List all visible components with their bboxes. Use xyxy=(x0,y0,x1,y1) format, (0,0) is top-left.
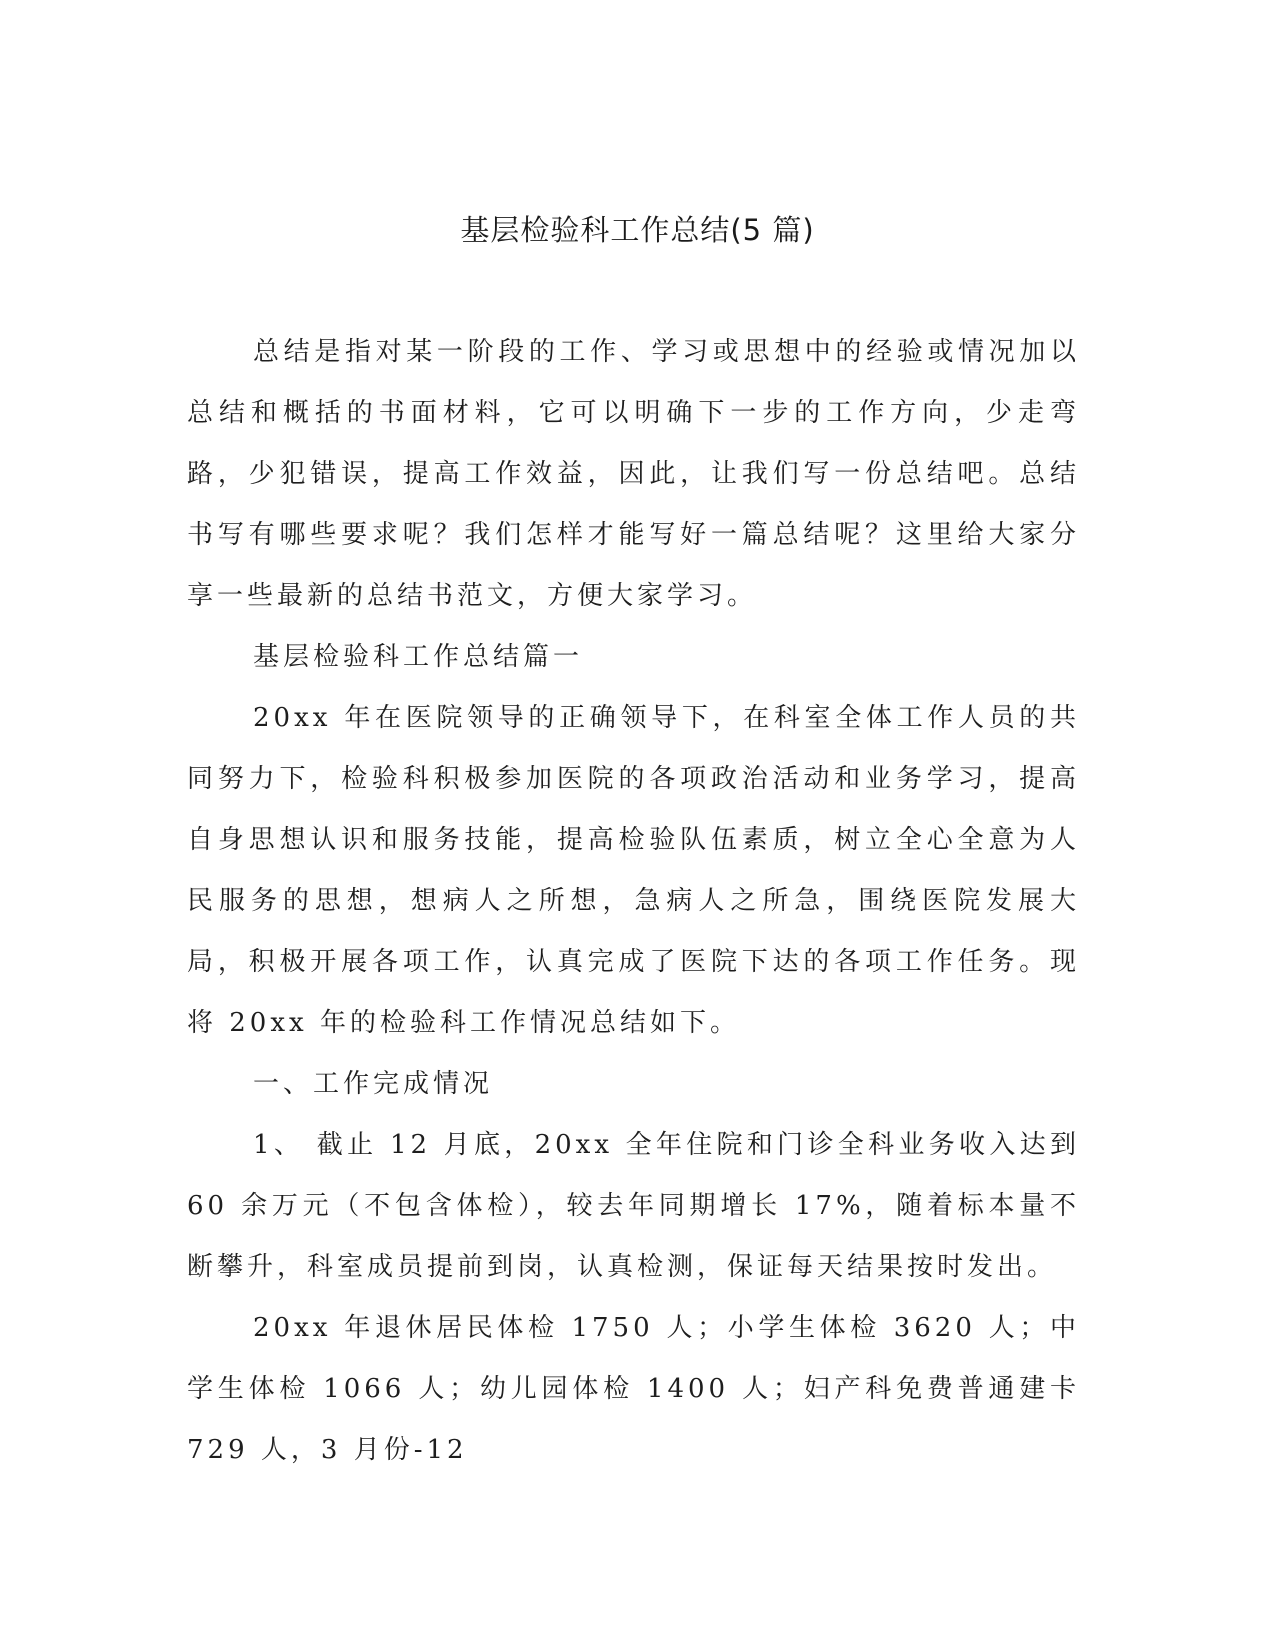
section-heading-work-completion: 一、工作完成情况 xyxy=(253,1069,494,1099)
document-title: 基层检验科工作总结(5 篇) xyxy=(460,213,815,247)
document-body xyxy=(187,322,1080,1481)
paragraph-overview: 20xx 年在医院领导的正确领导下，在科室全体工作人员的共同努力下，检验科积极参加医院的各项政治活动和业务学习，提高自身思想认识和服务技能，提高检验队伍素质，树立全心全意为人民服务的思想，想病人之所想，急病人之所急，围绕医院发展大局，积极开展各项工作，认真完成了医院下达的各项工作任务。现将 20xx 年的检验科工作情况总结如下。 xyxy=(187,703,1080,1038)
section-heading-part-one: 基层检验科工作总结篇一 xyxy=(253,642,584,672)
paragraph-checkup-stats: 20xx 年退休居民体检 1750 人；小学生体检 3620 人；中学生体检 1066 人；幼儿园体检 1400 人；妇产科免费普通建卡 729 人，3 月份-12 xyxy=(187,1313,1080,1465)
paragraph-intro: 总结是指对某一阶段的工作、学习或思想中的经验或情况加以总结和概括的书面材料，它可以明确下一步的工作方向，少走弯路，少犯错误，提高工作效益，因此，让我们写一份总结吧。总结书写有哪些要求呢？我们怎样才能写好一篇总结呢？这里给大家分享一些最新的总结书范文，方便大家学习。 xyxy=(187,337,1080,611)
paragraph-item-1: 1、 截止 12 月底，20xx 全年住院和门诊全科业务收入达到 60 余万元（不包含体检），较去年同期增长 17%，随着标本量不断攀升，科室成员提前到岗，认真检测，保证每天结果按时发出。 xyxy=(187,1130,1080,1282)
